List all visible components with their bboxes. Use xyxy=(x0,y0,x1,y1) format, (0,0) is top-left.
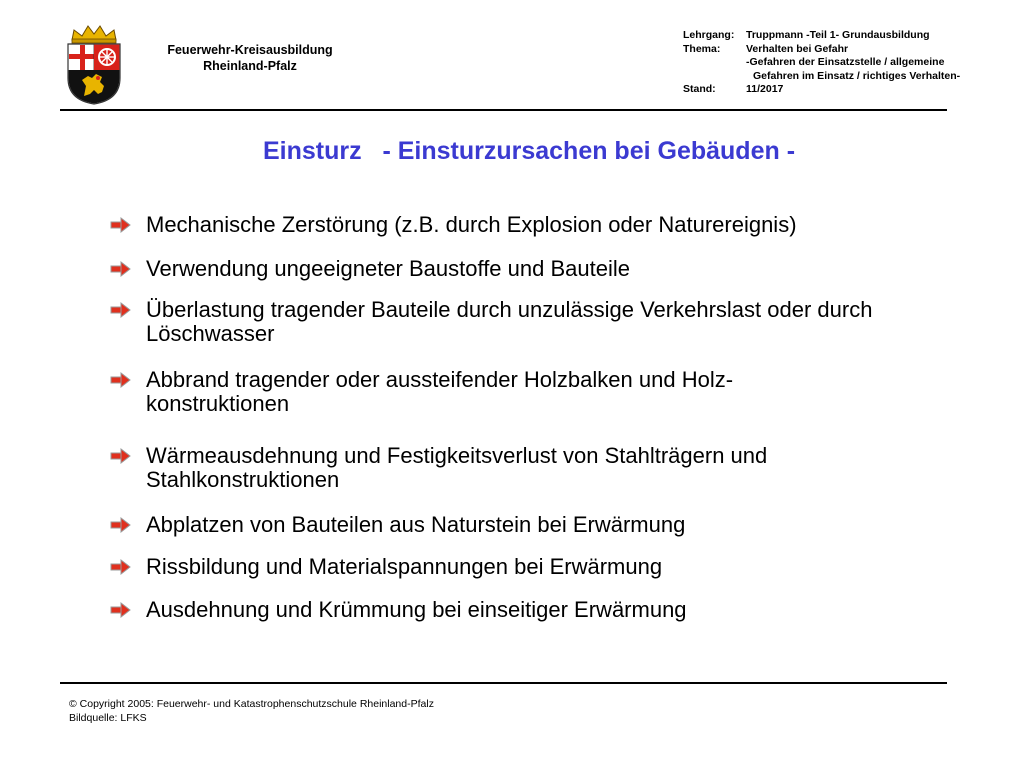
arrow-bullet-icon xyxy=(110,301,132,319)
list-item xyxy=(110,598,946,622)
list-item-text: Abplatzen von Bauteilen aus Naturstein bei Erwärmung xyxy=(146,512,686,537)
arrow-bullet-icon xyxy=(110,371,132,389)
status-row xyxy=(683,83,993,97)
copyright-text: © Copyright 2005: Feuerwehr- und Katastrophenschutzschule Rheinland-Pfalz xyxy=(69,698,434,710)
list-item xyxy=(110,298,946,346)
org-line-2: Rheinland-Pfalz xyxy=(203,59,297,73)
footer-divider xyxy=(60,682,947,684)
topic-line-2: -Gefahren der Einsatzstelle / allgemeine xyxy=(746,56,945,68)
topic-value: Verhalten bei Gefahr xyxy=(746,42,849,55)
topic-label: Thema: xyxy=(683,42,721,55)
coat-of-arms-logo xyxy=(64,22,124,106)
arrow-bullet-icon xyxy=(110,558,132,576)
list-item xyxy=(110,257,946,281)
image-source-text: Bildquelle: LFKS xyxy=(69,712,147,724)
slide-title: Einsturz - Einsturzursachen bei Gebäuden - xyxy=(262,137,796,165)
topic-row xyxy=(683,43,993,57)
course-row xyxy=(683,29,993,43)
org-line-1: Feuerwehr-Kreisausbildung xyxy=(167,43,333,57)
list-item-text: Ausdehnung und Krümmung bei einseitiger Erwärmung xyxy=(146,597,687,622)
list-item-text: Wärmeausdehnung und Festigkeitsverlust von Stahlträgern und Stahlkonstruktionen xyxy=(146,443,768,492)
course-value: Truppmann -Teil 1- Grundausbildung xyxy=(746,29,930,41)
list-item xyxy=(110,213,946,237)
header-divider xyxy=(60,109,947,111)
list-item xyxy=(110,513,946,537)
arrow-bullet-icon xyxy=(110,447,132,465)
list-item-text: Rissbildung und Materialspannungen bei Erwärmung xyxy=(146,554,663,579)
list-item xyxy=(110,555,946,579)
list-item xyxy=(110,444,886,492)
list-item-text: Abbrand tragender oder aussteifender Holzbalken und Holz-konstruktionen xyxy=(146,367,734,416)
arrow-bullet-icon xyxy=(110,601,132,619)
course-meta xyxy=(683,29,993,97)
list-item-text: Verwendung ungeeigneter Baustoffe und Bauteile xyxy=(146,256,630,281)
topic-line-3: Gefahren im Einsatz / richtiges Verhalten- xyxy=(753,69,961,82)
list-item xyxy=(110,368,846,416)
course-label: Lehrgang: xyxy=(683,29,735,41)
list-item-text: Überlastung tragender Bauteile durch unzulässige Verkehrslast oder durch Löschwasser xyxy=(146,297,873,346)
arrow-bullet-icon xyxy=(110,260,132,278)
arrow-bullet-icon xyxy=(110,516,132,534)
footer xyxy=(69,697,434,725)
organization-name xyxy=(150,42,350,74)
list-item-text: Mechanische Zerstörung (z.B. durch Explosion oder Naturereignis) xyxy=(146,212,797,237)
status-label: Stand: xyxy=(683,83,716,95)
status-value: 11/2017 xyxy=(746,83,784,95)
arrow-bullet-icon xyxy=(110,216,132,234)
